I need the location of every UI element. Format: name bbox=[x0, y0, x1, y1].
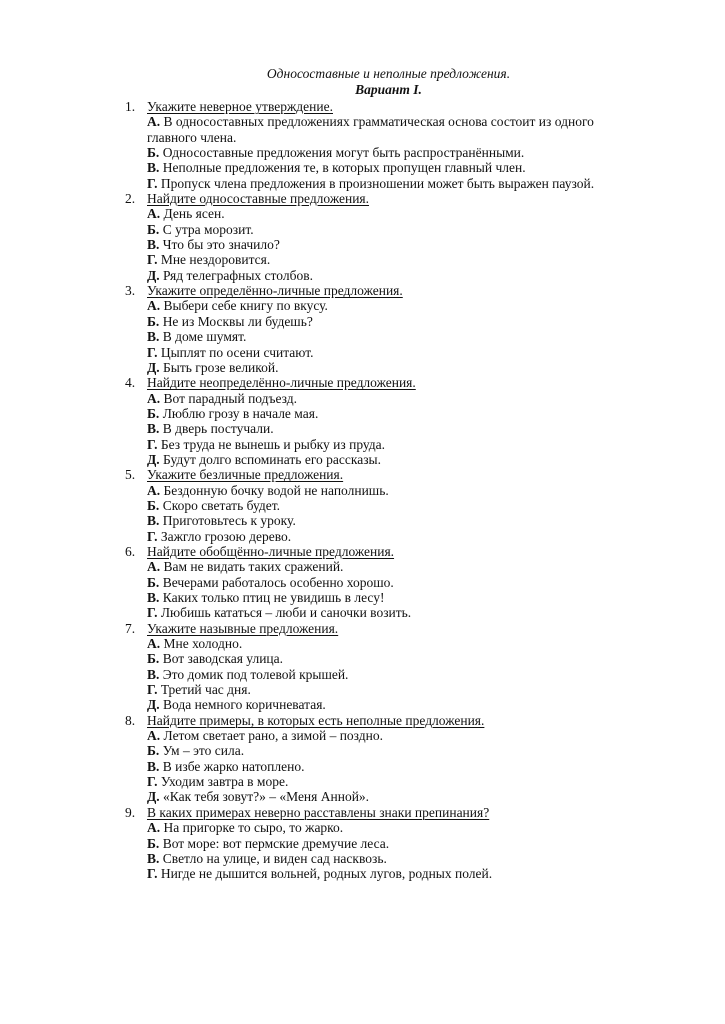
answer-text: Бездонную бочку водой не наполнишь. bbox=[163, 482, 389, 498]
question-text: Укажите неверное утверждение. bbox=[147, 99, 333, 114]
answer-option bbox=[147, 329, 620, 344]
answer-text: Это домик под толевой крышей. bbox=[162, 666, 349, 682]
answer-letter: Г. bbox=[147, 175, 158, 191]
answer-text: Неполные предложения те, в которых пропущен главный член. bbox=[162, 160, 526, 176]
answer-letter: В. bbox=[147, 160, 160, 176]
answer-option bbox=[147, 483, 620, 498]
answer-text: Приготовьтесь к уроку. bbox=[162, 513, 296, 529]
answer-option bbox=[147, 145, 620, 160]
question-number: 8. bbox=[125, 712, 136, 728]
question-text: Укажите назывные предложения. bbox=[147, 620, 339, 636]
answer-text: Что бы это значило? bbox=[162, 237, 280, 253]
answer-option bbox=[147, 114, 620, 145]
question-number: 5. bbox=[125, 467, 136, 483]
answer-text: Быть грозе великой. bbox=[163, 359, 279, 375]
answer-option bbox=[147, 513, 620, 528]
answer-option bbox=[147, 345, 620, 360]
answer-text: Вам не видать таких сражений. bbox=[163, 559, 344, 575]
answer-option bbox=[147, 529, 620, 544]
answer-letter: Б. bbox=[147, 835, 160, 851]
answer-text: Люблю грозу в начале мая. bbox=[162, 405, 319, 421]
answer-option bbox=[147, 421, 620, 436]
answer-letter: В. bbox=[147, 758, 160, 774]
answer-option bbox=[147, 866, 620, 881]
answer-letter: А. bbox=[147, 559, 161, 575]
answer-options bbox=[147, 820, 620, 881]
answer-letter: Б. bbox=[147, 145, 160, 161]
answer-text: Мне нездоровится. bbox=[160, 252, 271, 268]
answer-letter: В. bbox=[147, 590, 160, 605]
question-number: 3. bbox=[125, 283, 136, 299]
answer-letter: А. bbox=[147, 206, 161, 222]
answer-text: Пропуск члена предложения в произношении может быть выражен паузой. bbox=[160, 175, 595, 191]
answer-option bbox=[147, 605, 620, 620]
answer-option bbox=[147, 851, 620, 866]
answer-text: Вода немного коричневатая. bbox=[163, 697, 326, 713]
answer-option bbox=[147, 176, 620, 191]
answer-option bbox=[147, 651, 620, 666]
answer-text: Без труда не вынешь и рыбку из пруда. bbox=[160, 436, 386, 452]
answer-letter: А. bbox=[147, 390, 161, 406]
answer-option bbox=[147, 160, 620, 175]
answer-option bbox=[147, 789, 620, 804]
question-text: Укажите безличные предложения. bbox=[147, 467, 344, 483]
answer-letter: А. bbox=[147, 482, 161, 498]
answer-letter: А. bbox=[147, 636, 161, 652]
answer-text: Вечерами работалось особенно хорошо. bbox=[162, 574, 394, 590]
answer-letter: Б. bbox=[147, 221, 160, 237]
answer-letter: Д. bbox=[147, 359, 160, 375]
answer-letter: Д. bbox=[147, 267, 160, 283]
answer-option bbox=[147, 636, 620, 651]
answer-text: Уходим завтра в море. bbox=[160, 774, 289, 790]
answer-option bbox=[147, 697, 620, 712]
answer-options bbox=[147, 206, 620, 283]
question-3 bbox=[120, 283, 620, 375]
question-number: 9. bbox=[125, 804, 136, 820]
answer-letter: Г. bbox=[147, 436, 158, 452]
answer-text: На пригорке то сыро, то жарко. bbox=[163, 820, 344, 836]
question-7 bbox=[120, 621, 620, 713]
answer-option bbox=[147, 667, 620, 682]
answer-text: В односоставных предложениях грамматическая основа состоит из одного главного члена. bbox=[147, 114, 594, 145]
answer-option bbox=[147, 222, 620, 237]
answer-options bbox=[147, 483, 620, 544]
answer-option bbox=[147, 759, 620, 774]
answer-text: С утра морозит. bbox=[162, 221, 254, 237]
question-5 bbox=[120, 467, 620, 544]
answer-text: Цыплят по осени считают. bbox=[160, 344, 314, 360]
answer-option bbox=[147, 590, 620, 605]
answer-option bbox=[147, 406, 620, 421]
answer-text: В доме шумят. bbox=[162, 329, 247, 345]
question-6 bbox=[120, 544, 620, 621]
answer-letter: Б. bbox=[147, 405, 160, 421]
answer-option bbox=[147, 206, 620, 221]
answer-option bbox=[147, 498, 620, 513]
answer-text: Светло на улице, и виден сад насквозь. bbox=[162, 850, 387, 866]
variant-heading bbox=[0, 82, 725, 98]
answer-options bbox=[147, 559, 620, 620]
answer-option bbox=[147, 728, 620, 743]
answer-letter: Г. bbox=[147, 528, 158, 544]
question-number: 1. bbox=[125, 99, 136, 114]
answer-option bbox=[147, 743, 620, 758]
answer-letter: А. bbox=[147, 114, 161, 130]
answer-letter: Д. bbox=[147, 697, 160, 713]
answer-option bbox=[147, 437, 620, 452]
question-1 bbox=[120, 99, 620, 191]
answer-letter: Д. bbox=[147, 451, 160, 467]
answer-text: Каких только птиц не увидишь в лесу! bbox=[162, 590, 385, 605]
answer-option bbox=[147, 314, 620, 329]
answer-letter: Б. bbox=[147, 574, 160, 590]
answer-letter: Б. bbox=[147, 743, 160, 759]
question-9 bbox=[120, 805, 620, 882]
answer-text: Односоставные предложения могут быть распространёнными. bbox=[162, 145, 525, 161]
answer-letter: Г. bbox=[147, 252, 158, 268]
answer-text: День ясен. bbox=[163, 206, 225, 222]
answer-letter: Г. bbox=[147, 866, 158, 882]
answer-text: Мне холодно. bbox=[163, 636, 243, 652]
answer-letter: Б. bbox=[147, 313, 160, 329]
answer-text: Будут долго вспоминать его рассказы. bbox=[163, 451, 381, 467]
answer-text: Вот заводская улица. bbox=[162, 651, 284, 667]
answer-letter: А. bbox=[147, 820, 161, 836]
answer-options bbox=[147, 298, 620, 375]
answer-letter: В. bbox=[147, 237, 160, 253]
answer-option bbox=[147, 836, 620, 851]
answer-letter: Г. bbox=[147, 682, 158, 698]
answer-text: Ряд телеграфных столбов. bbox=[163, 267, 313, 283]
answer-text: Вот парадный подъезд. bbox=[163, 390, 297, 406]
answer-letter: Д. bbox=[147, 789, 160, 805]
answer-letter: В. bbox=[147, 666, 160, 682]
answer-option bbox=[147, 559, 620, 574]
answer-options bbox=[147, 728, 620, 805]
answer-option bbox=[147, 820, 620, 835]
answer-letter: Г. bbox=[147, 605, 158, 621]
question-text: Найдите обобщённо-личные предложения. bbox=[147, 543, 395, 559]
question-text: Найдите примеры, в которых есть неполные предложения. bbox=[147, 712, 485, 728]
question-number: 7. bbox=[125, 620, 136, 636]
question-number: 2. bbox=[125, 191, 136, 207]
answer-text: В дверь постучали. bbox=[162, 421, 274, 437]
variant-heading-text: Вариант I. bbox=[355, 82, 422, 97]
answer-letter: Г. bbox=[147, 774, 158, 790]
answer-text: Нигде не дышится вольней, родных лугов, родных полей. bbox=[160, 866, 493, 882]
document-title bbox=[0, 66, 725, 82]
answer-text: Скоро светать будет. bbox=[162, 497, 280, 513]
question-2 bbox=[120, 191, 620, 283]
question-4 bbox=[120, 375, 620, 467]
answer-option bbox=[147, 237, 620, 252]
answer-text: Зажгло грозою дерево. bbox=[160, 528, 292, 544]
answer-letter: В. bbox=[147, 513, 160, 529]
answer-letter: А. bbox=[147, 728, 161, 744]
answer-option bbox=[147, 682, 620, 697]
answer-text: Не из Москвы ли будешь? bbox=[162, 313, 313, 329]
answer-text: Выбери себе книгу по вкусу. bbox=[163, 298, 328, 314]
answer-letter: Г. bbox=[147, 344, 158, 360]
answer-text: Любишь кататься – люби и саночки возить. bbox=[160, 605, 412, 621]
answer-text: Летом светает рано, а зимой – поздно. bbox=[163, 728, 383, 744]
question-text: Укажите определённо-личные предложения. bbox=[147, 283, 403, 299]
answer-option bbox=[147, 360, 620, 375]
question-number: 6. bbox=[125, 543, 136, 559]
answer-text: Вот море: вот пермские дремучие леса. bbox=[162, 835, 390, 851]
answer-option bbox=[147, 575, 620, 590]
answer-letter: Б. bbox=[147, 651, 160, 667]
answer-option bbox=[147, 391, 620, 406]
answer-letter: А. bbox=[147, 298, 161, 314]
question-text: Найдите неопределённо-личные предложения. bbox=[147, 375, 416, 391]
document-title-text: Односоставные и неполные предложения. bbox=[266, 66, 511, 81]
answer-option bbox=[147, 252, 620, 267]
question-text: В каких примерах неверно расставлены знаки препинания? bbox=[147, 804, 490, 820]
answer-option bbox=[147, 774, 620, 789]
answer-text: Третий час дня. bbox=[160, 682, 251, 698]
answer-option bbox=[147, 298, 620, 313]
answer-letter: Б. bbox=[147, 497, 160, 513]
answer-text: В избе жарко натоплено. bbox=[162, 758, 305, 774]
answer-options bbox=[147, 636, 620, 713]
answer-text: «Как тебя зовут?» – «Меня Анной». bbox=[163, 789, 370, 805]
question-number: 4. bbox=[125, 375, 136, 391]
answer-letter: В. bbox=[147, 850, 160, 866]
question-text: Найдите односоставные предложения. bbox=[147, 191, 370, 207]
question-list bbox=[120, 99, 620, 882]
answer-option bbox=[147, 268, 620, 283]
answer-option bbox=[147, 452, 620, 467]
answer-options bbox=[147, 114, 620, 191]
answer-text: Ум – это сила. bbox=[162, 743, 245, 759]
answer-letter: В. bbox=[147, 329, 160, 345]
answer-letter: В. bbox=[147, 421, 160, 437]
question-8 bbox=[120, 713, 620, 805]
answer-options bbox=[147, 391, 620, 468]
